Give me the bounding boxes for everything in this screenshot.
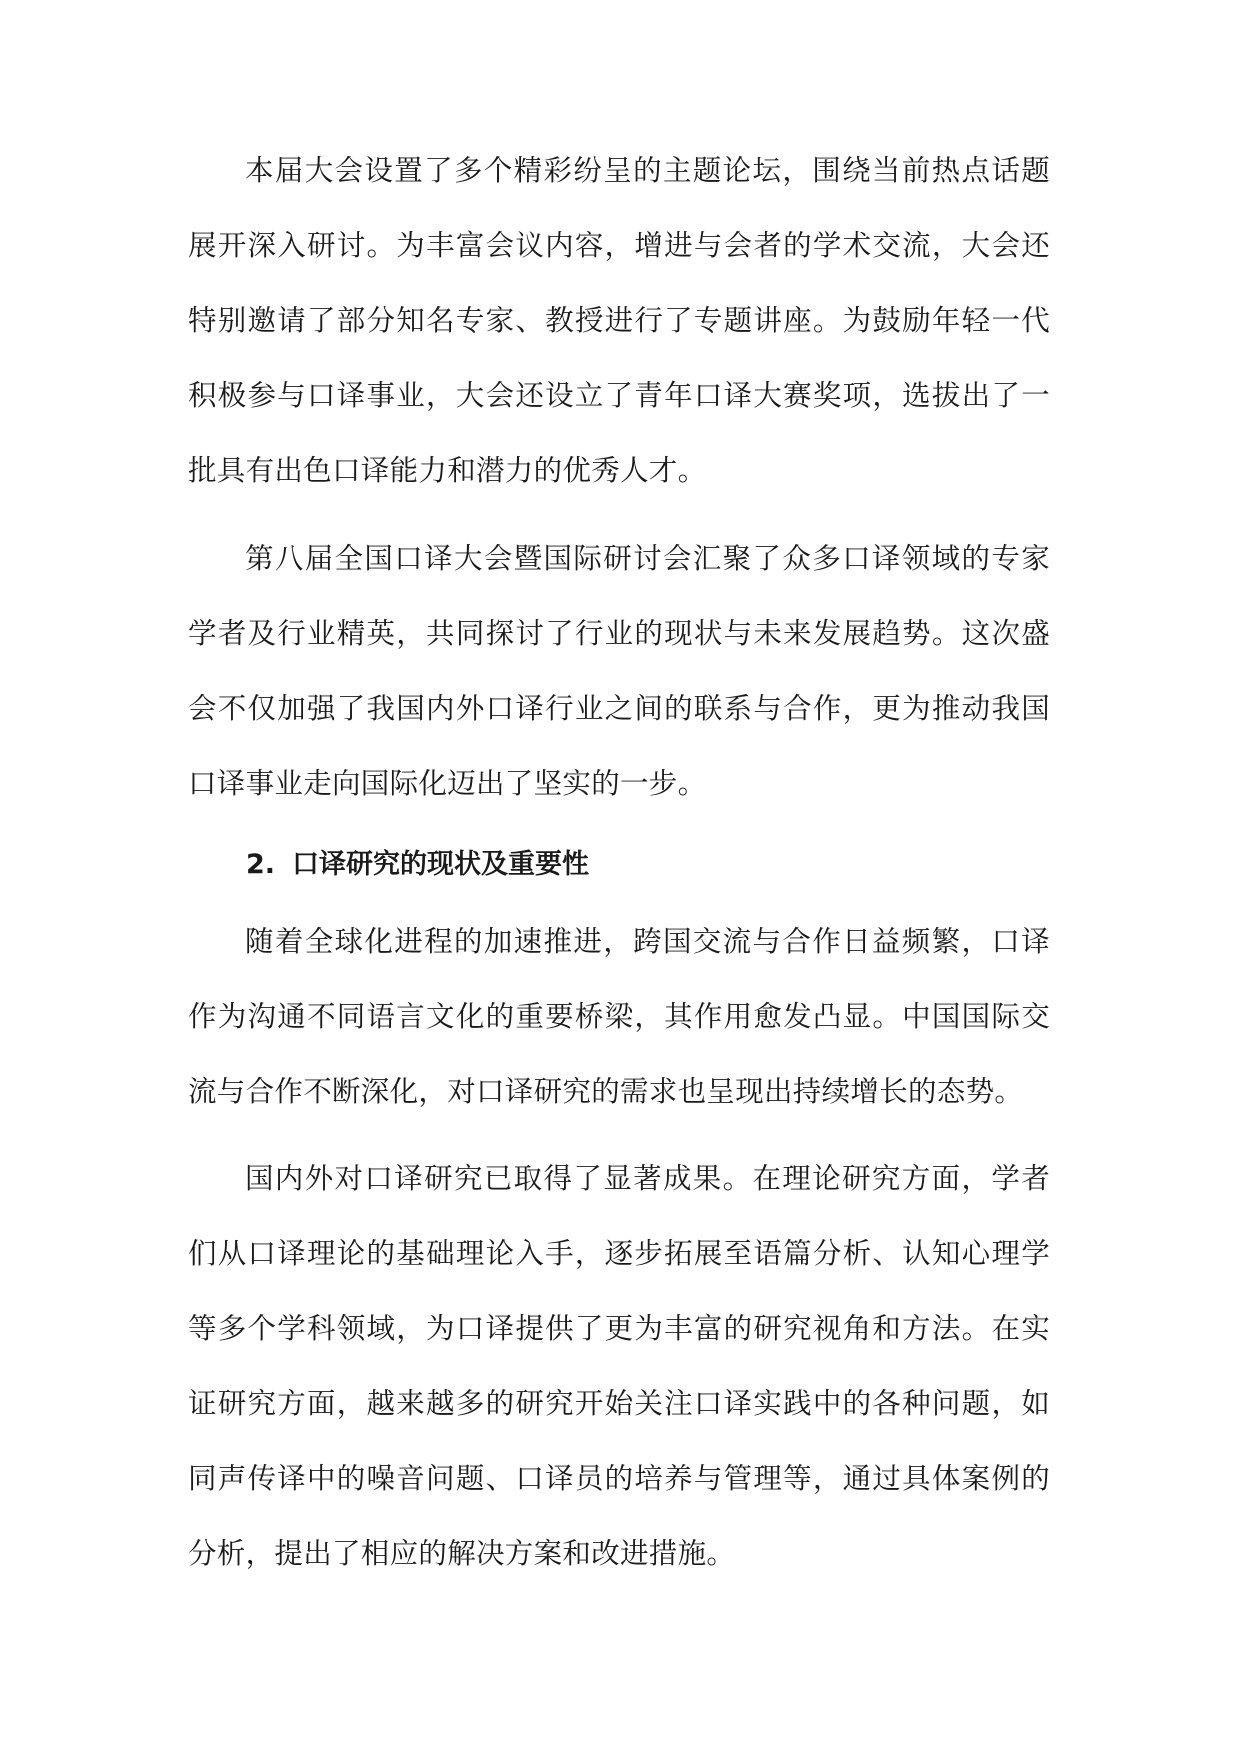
paragraph-conference-summary: 第八届全国口译大会暨国际研讨会汇聚了众多口译领域的专家学者及行业精英，共同探讨了行业的现状与未来发展趋势。这次盛会不仅加强了我国内外口译行业之间的联系与合作，更为推动我国口译事业走向国际化迈出了坚实的一步。 bbox=[188, 542, 1050, 800]
paragraph-research-achievements: 国内外对口译研究已取得了显著成果。在理论研究方面，学者们从口译理论的基础理论入手，逐步拓展至语篇分析、认知心理学等多个学科领域，为口译提供了更为丰富的研究视角和方法。在实证研究方面，越来越多的研究开始关注口译实践中的各种问题，如同声传译中的噪音问题、口译员的培养与管理等，通过具体案例的分析，提出了相应的解决方案和改进措施。 bbox=[188, 1162, 1050, 1570]
paragraph-globalization-context: 随着全球化进程的加速推进，跨国交流与合作日益频繁，口译作为沟通不同语言文化的重要桥梁，其作用愈发凸显。中国国际交流与合作不断深化，对口译研究的需求也呈现出持续增长的态势。 bbox=[188, 925, 1050, 1108]
section-title: 口译研究的现状及重要性 bbox=[292, 849, 589, 880]
section-heading bbox=[246, 843, 589, 887]
section-number: 2. bbox=[246, 849, 276, 880]
paragraph-forum-overview: 本届大会设置了多个精彩纷呈的主题论坛，围绕当前热点话题展开深入研讨。为丰富会议内容，增进与会者的学术交流，大会还特别邀请了部分知名专家、教授进行了专题讲座。为鼓励年轻一代积极参与口译事业，大会还设立了青年口译大赛奖项，选拔出了一批具有出色口译能力和潜力的优秀人才。 bbox=[188, 154, 1050, 487]
